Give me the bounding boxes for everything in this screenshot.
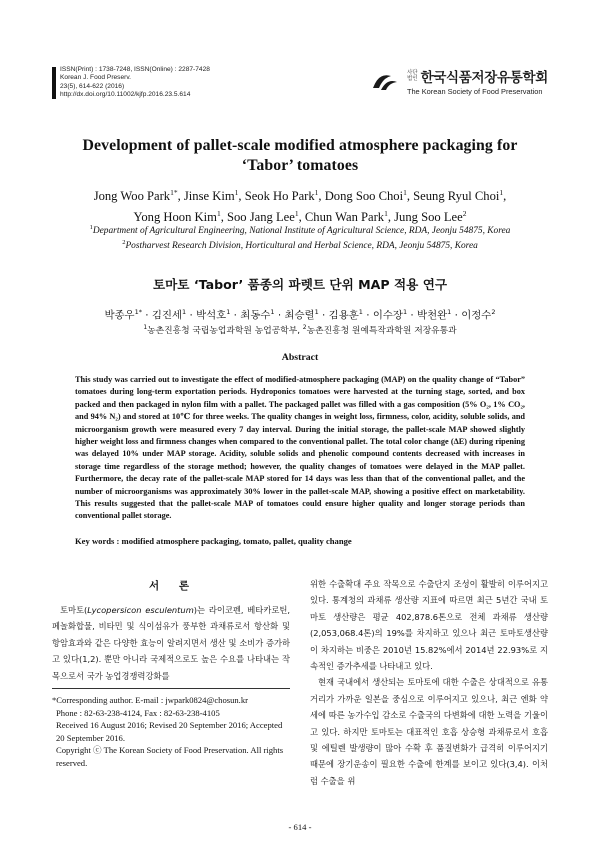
keywords: Key words : modified atmosphere packaging, tomato, pallet, quality change xyxy=(75,536,352,546)
author-name-kr: 김진세 xyxy=(151,309,183,322)
author-superscript: 1 xyxy=(294,209,299,219)
author-name: Chun Wan Park xyxy=(304,210,385,225)
journal-meta-bar xyxy=(52,67,56,99)
author-superscript: 2 xyxy=(462,209,467,219)
author-name-kr: 김용훈 xyxy=(328,309,359,322)
author-superscript: 1 xyxy=(216,209,221,219)
page-number: - 614 - xyxy=(288,822,312,832)
author-name: Jung Soo Lee xyxy=(394,210,463,225)
abstract-text: This study was carried out to investigate the effect of modified-atmosphere packaging (MAP) on the quality change of “Tabor” tomatoes during long-term exportation periods. Hydroponics tomatoes were harvested at the turning stage, sorted, and box packed and then packaged in nylon film with a pallet. The packaged pallet was filled with a gas composition (5% O₂, 1% CO₂, and 94% N₂) and stored at 10℃ for three weeks. The quality changes in weight loss, firmness, color, acidity, soluble solids, and microorganism growth were measured every 7 day interval. During the initial storage, the pallet-scale MAP showed slightly higher weight loss and firmness changes when compared to the conventional pallet. The total color change (ΔE) during ripening was delayed 10% under MAP storage. Acidity, soluble solids and phenolic compound contents decreased with increases in storage time regardless of the storage method; however, the quality changes of tomatoes were delayed in the MAP pallet. Furthermore, the decay rate of the pallet-scale MAP stored for 14 days was less than that of the conventional pallet, and the number of microorganisms was approximately 30% lower in the pallet-scale MAP, showing a positive effect on marketability. This results suggested that the pallet-scale MAP of tomatoes could ensure higher quality and longer storage periods than conventional pallet storage. xyxy=(75,375,525,521)
author-superscript: 1 xyxy=(447,308,452,316)
footnote-corresponding: *Corresponding author. E-mail : jwpark0824@chosun.kr xyxy=(52,695,248,705)
intro-paragraph: 토마토(Lycopersicon esculentum)는 라이코펜, 베타카로틴, 페놀화합물, 비타민 및 식이섬유가 풍부한 과채류로서 항산화 및 항암효과와 같은 다양한 효능이 알려지면서 생산 및 소비가 증가하고 있다(1,2). 뿐만 아니라 국제적으로도 높은 수요를 나타내는 작목으로서 국가 농업경쟁력강화를 xyxy=(52,605,291,681)
journal-name: Korean J. Food Preserv. xyxy=(60,74,131,82)
author-superscript: 1 xyxy=(314,188,319,197)
author-name-kr: 이수장 xyxy=(372,309,403,322)
author-superscript: 1 xyxy=(402,308,408,316)
abstract-heading: Abstract xyxy=(281,352,319,363)
author-superscript: 1 xyxy=(403,188,407,197)
journal-doi[interactable]: http://dx.doi.org/10.11002/kjfp.2016.23.5.614 xyxy=(60,91,191,99)
footnote-phone: Phone : 82-63-238-4124, Fax : 82-63-238-4105 xyxy=(56,707,220,718)
affiliation-list-kr xyxy=(40,322,560,337)
affiliation-superscript: 1 xyxy=(143,324,148,331)
author-line: Yong Hoon Kim$^1$, Soo Jang Lee$^1$, Chun Wan Park$^1$, Jung Soo Lee$^2$ xyxy=(133,209,467,225)
section-heading-intro: 서 론 xyxy=(149,580,197,592)
journal-volume: 23(5), 614-622 (2016) xyxy=(60,82,125,90)
footnote xyxy=(52,694,290,770)
paper-title-line2: ‘Tabor’ tomatoes xyxy=(241,157,359,174)
society-logo-block xyxy=(369,66,548,96)
intro-right-column xyxy=(310,576,548,789)
author-name-kr: 이정수 xyxy=(461,309,492,322)
intro-left-column xyxy=(52,602,290,684)
author-name-kr: 최승렬 xyxy=(284,309,315,322)
author-name-kr: 최동수 xyxy=(240,309,271,322)
society-name-en: The Korean Society of Food Preservation xyxy=(406,87,543,96)
author-superscript: 1 xyxy=(234,188,239,197)
paper-title-line1: Development of pallet-scale modified atmosphere packaging for xyxy=(82,137,518,154)
society-name-kr: 한국식품저장유통학회 xyxy=(420,70,548,86)
author-superscript: 1 xyxy=(226,308,231,316)
author-superscript: 1 xyxy=(384,209,388,219)
author-name: Seung Ryul Choi xyxy=(413,189,500,204)
author-superscript: 1* xyxy=(134,308,142,316)
footnote-copyright: Copyright ⓒ The Korean Society of Food Preservation. All rights reserved. xyxy=(56,745,284,768)
intro-paragraph: 위한 수출확대 주요 작목으로 수출단지 조성이 활발히 이루어지고 있다. 통계청의 과채류 생산량 지표에 따르면 최근 5년간 국내 토마토 생산량은 평균 402,878.6톤으로 전체 과채류 생산량(2,053,068.4톤)의 19%를 차지하고 있으나 최근 토마토생산량이 차지하는 비중은 2010년 15.82%에서 2014년 22.93%로 지속적인 증가추세를 나타내고 있다. xyxy=(310,579,548,672)
author-superscript: 1 xyxy=(499,188,504,197)
author-superscript: 1* xyxy=(170,188,178,197)
society-logo-icon xyxy=(369,68,401,94)
author-superscript: 2 xyxy=(491,308,496,316)
intro-paragraph: 현재 국내에서 생산되는 토마토에 대한 수출은 상대적으로 유통거리가 가까운 일본을 중심으로 이루어지고 있으나, 최근 엔화 약세에 따른 농가수입 감소로 수출국의 다변화에 대한 노력을 기울이고 있다. 하지만 토마토는 대표적인 호흡 상승형 과채류로서 호흡 및 에틸렌 발생량이 많아 수확 후 품질변화가 급격히 이루어지기 때문에 장기운송이 필요한 수출에 한계를 보이고 있다(3,4). 이처럼 수출을 위 xyxy=(310,677,548,786)
affiliation: $^2$Postharvest Research Division, Horticultural and Herbal Science, RDA, Jeonju 54875, Korea xyxy=(122,239,478,252)
paper-title-kr: 토마토 ‘Tabor’ 품종의 파렛트 단위 MAP 적용 연구 xyxy=(152,277,448,292)
paper-title xyxy=(60,136,540,176)
journal-meta xyxy=(60,66,210,100)
affiliation-list xyxy=(40,222,560,252)
page-header xyxy=(0,0,600,100)
author-name: Soo Jang Lee xyxy=(226,210,295,225)
author-name: Seok Ho Park xyxy=(244,189,315,204)
author-name: Dong Soo Choi xyxy=(324,189,404,204)
author-name: Yong Hoon Kim xyxy=(133,210,217,225)
author-name-kr: 박종우 xyxy=(104,309,135,322)
affiliation-superscript: 2 xyxy=(302,324,307,331)
author-name: Jong Woo Park xyxy=(93,189,171,204)
author-superscript: 1 xyxy=(314,308,319,316)
footnote-received: Received 16 August 2016; Revised 20 September 2016; Accepted 20 September 2016. xyxy=(56,720,283,743)
author-line: Jong Woo Park$^{1*}$, Jinse Kim$^1$, Seok Ho Park$^1$, Dong Soo Choi$^1$, Seung Ryul Choi$^1$, xyxy=(93,188,507,204)
society-type: 사단 법인 xyxy=(406,70,418,82)
author-list-kr: 박종우$^{1*}$ · 김진세$^1$ · 박석호$^1$ · 최동수$^1$ · 최승렬$^1$ · 김용훈$^1$ · 이수장$^1$ · 박천완$^1$ · 이정수$^2$ xyxy=(104,308,496,322)
author-name-kr: 박천완 xyxy=(417,309,448,322)
author-name-kr: 박석호 xyxy=(196,309,227,322)
footnote-divider xyxy=(52,688,290,689)
affiliation-kr: 농촌진흥청 국립농업과학원 농업공학부, xyxy=(147,325,303,336)
author-superscript: 1 xyxy=(270,308,275,316)
species-name: Lycopersicon esculentum xyxy=(87,605,194,615)
author-superscript: 1 xyxy=(182,308,187,316)
author-name: Jinse Kim xyxy=(183,189,235,204)
journal-issn: ISSN(Print) : 1738-7248, ISSN(Online) : 2287-7428 xyxy=(60,66,210,73)
affiliation: $^1$Department of Agricultural Engineering, National Institute of Agricultural Science, RDA, Jeonju 54875, Korea xyxy=(89,224,511,237)
author-superscript: 1 xyxy=(358,308,363,316)
author-list xyxy=(40,184,560,226)
affiliation-kr: 농촌진흥청 원예특작과학원 저장유통과 xyxy=(306,325,457,336)
